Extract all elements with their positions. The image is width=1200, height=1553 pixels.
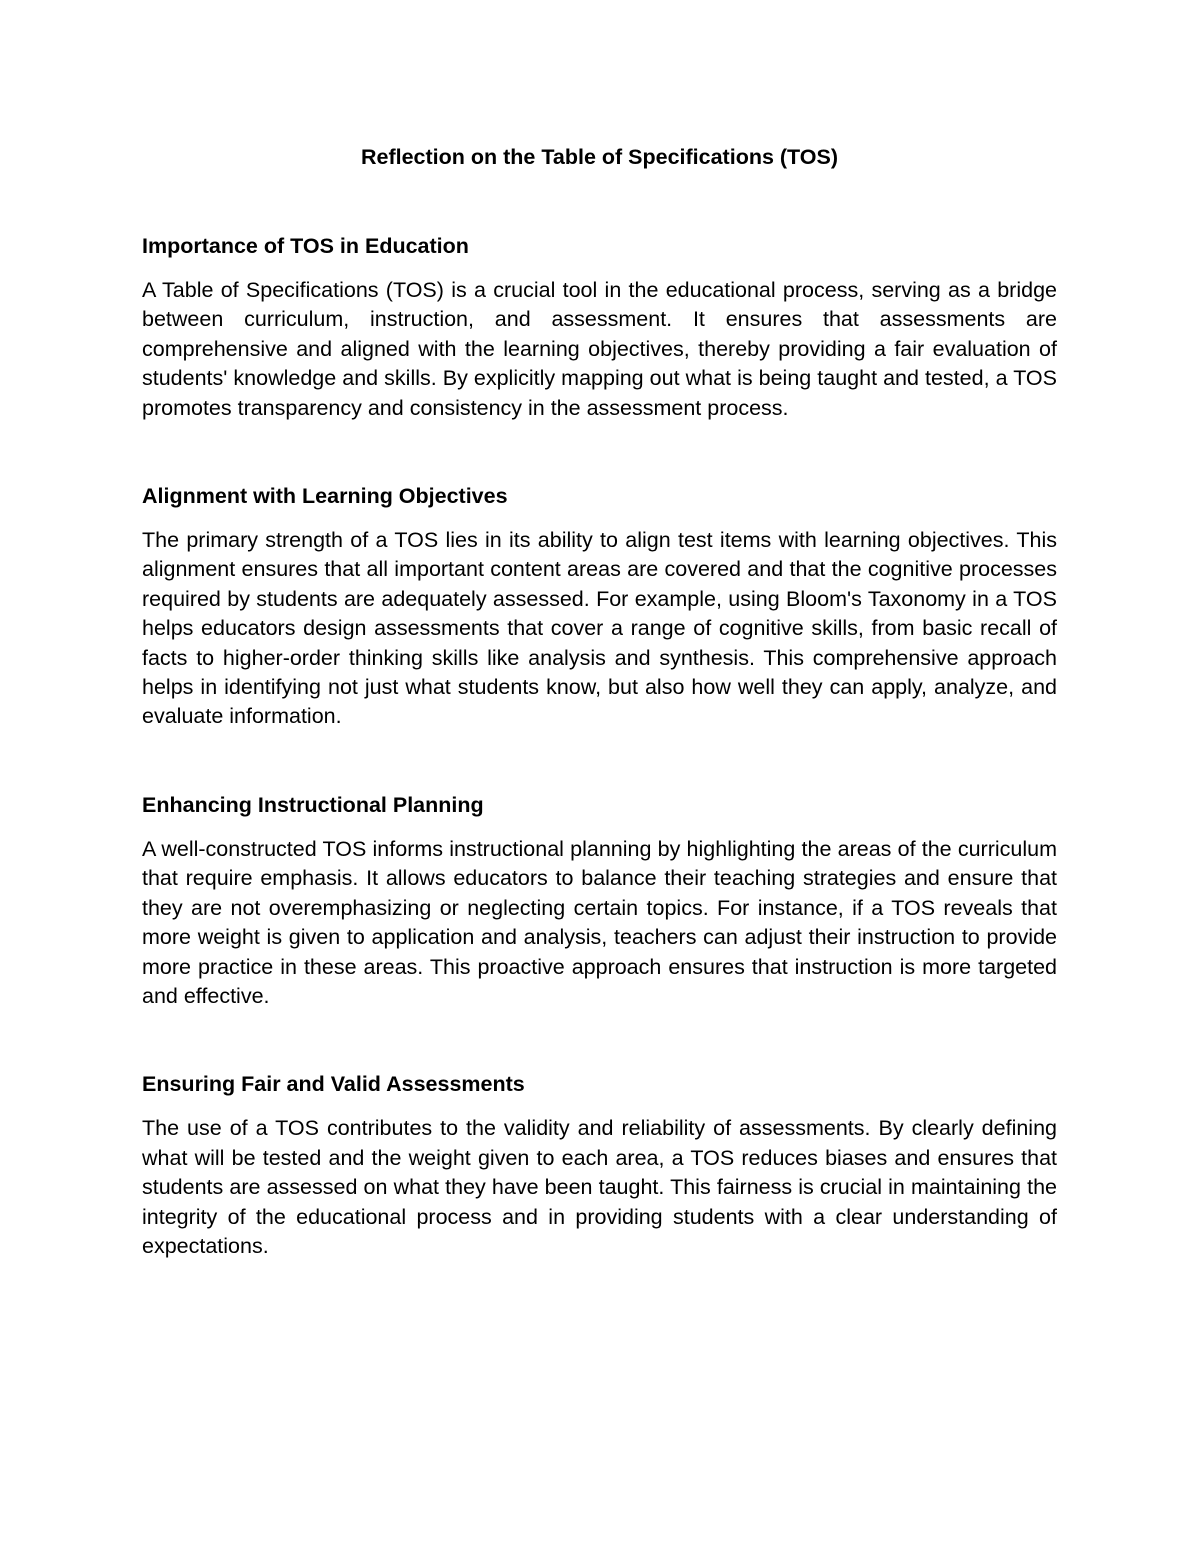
- section-fair-assessments: [142, 1069, 1057, 1261]
- section-paragraph: A Table of Specifications (TOS) is a crucial tool in the educational process, serving as a bridge between curriculum, instruction, and assessment. It ensures that assessments are comprehensive and aligned with the learning objectives, thereby providing a fair evaluation of students' knowledge and skills. By explicitly mapping out what is being taught and tested, a TOS promotes transparency and consistency in the assessment process.: [142, 278, 1057, 420]
- section-paragraph: The primary strength of a TOS lies in its ability to align test items with learning objectives. This alignment ensures that all important content areas are covered and that the cognitive processes required by students are adequately assessed. For example, using Bloom's Taxonomy in a TOS helps educators design assessments that cover a range of cognitive skills, from basic recall of facts to higher-order thinking skills like analysis and synthesis. This comprehensive approach helps in identifying not just what students know, but also how well they can apply, analyze, and evaluate information.: [142, 528, 1057, 729]
- section-heading: Importance of TOS in Education: [142, 234, 469, 258]
- section-instructional-planning: [142, 790, 1057, 1011]
- section-heading: Alignment with Learning Objectives: [142, 484, 508, 509]
- section-heading: Ensuring Fair and Valid Assessments: [142, 1072, 525, 1097]
- section-heading: Enhancing Instructional Planning: [142, 792, 484, 817]
- document-title: Reflection on the Table of Specifications (TOS): [360, 145, 839, 169]
- section-importance: [142, 231, 1057, 423]
- section-paragraph: A well-constructed TOS informs instructional planning by highlighting the areas of the curriculum that require emphasis. It allows educators to balance their teaching strategies and ensure that they are not overemphasizing or neglecting certain topics. For instance, if a TOS reveals that more weight is given to application and analysis, teachers can adjust their instruction to provide more practice in these areas. This proactive approach ensures that instruction is more targeted and effective.: [142, 836, 1057, 1008]
- section-paragraph: The use of a TOS contributes to the validity and reliability of assessments. By clearly defining what will be tested and the weight given to each area, a TOS reduces biases and ensures that students are assessed on what they have been taught. This fairness is crucial in maintaining the integrity of the educational process and in providing students with a clear understanding of expectations.: [142, 1116, 1057, 1258]
- section-alignment: [142, 481, 1057, 732]
